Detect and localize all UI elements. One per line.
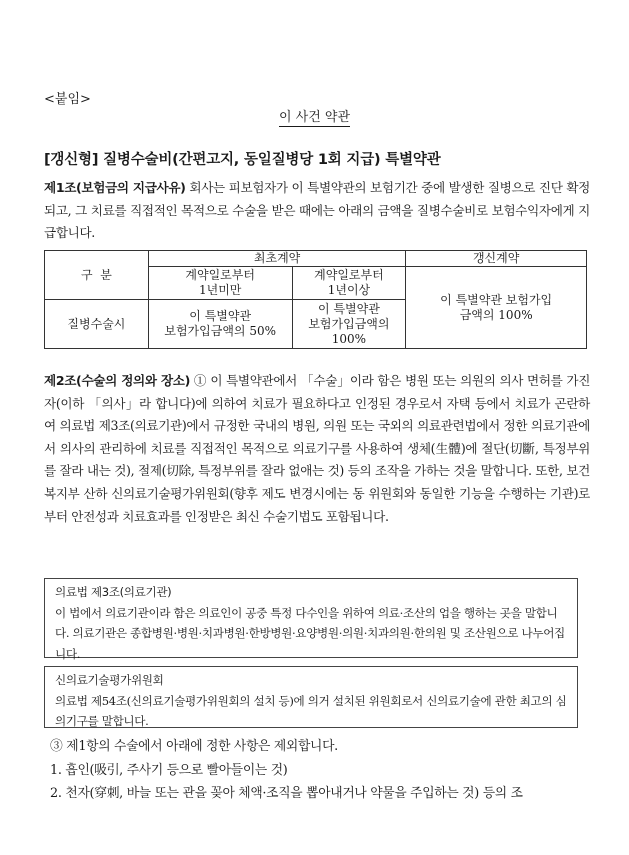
table-cell-under-1yr: 이 특별약관 보험가입금액의 50% — [148, 300, 292, 349]
list-item-1: 1. 흡인(吸引, 주사기 등으로 빨아들이는 것) — [50, 763, 288, 778]
benefit-table — [44, 250, 587, 349]
article-2-text: ① 이 특별약관에서 「수술」이라 함은 병원 또는 의원의 의사 면허를 가진자(이하 「의사」라 합니다)에 의하여 치료가 필요하다고 인정된 경우로서 자택 등에서 치료가 곤란하여 의료법 제3조(의료기관)에서 규정한 국내의 병원, 의원 또는 국외의 의료관련법에서 정한 의료기관에서 의사의 관리하에 치료를 직접적인 목적으로 의료기구를 사용하여 생체(生體)에 절단(切斷, 특정부위를 잘라 내는 것), 절제(切除, 특정부위를 잘라 없애는 것) 등의 조작을 가하는 것을 말합니다. 또한, 보건복지부 산하 신의료기술평가위원회(향후 제도 변경시에는 동 위원회와 동일한 기능을 수행하는 기관)로부터 안전성과 치료효과를 인정받은 최신 수술기법도 포함됩니다. — [44, 373, 591, 524]
document-title — [0, 106, 629, 125]
list-item-2: 2. 천자(穿刺, 바늘 또는 관을 꽂아 체액·조직을 뽑아내거나 약물을 주입하는 것) 등의 조 — [50, 786, 523, 801]
medical-law-box-text: 이 법에서 의료기관이라 함은 의료인이 공중 특정 다수인을 위하여 의료·조산의 업을 행하는 곳을 말합니다. 의료기관은 종합병원·병원·치과병원·한방병원·요양병원·의원·치과의원·한의원 및 조산원으로 나누어집니다. — [55, 605, 565, 661]
article-1 — [44, 177, 590, 245]
article-2-title: 제2조(수술의 정의와 장소) — [44, 373, 190, 388]
table-header-initial: 최초계약 — [148, 251, 406, 267]
new-tech-box-title: 신의료기술평가위원회 — [55, 673, 164, 687]
clause-heading: [갱신형] 질병수술비(간편고지, 동일질병당 1회 지급) 특별약관 — [44, 152, 441, 168]
medical-law-box — [44, 578, 578, 661]
table-sub-under-1yr: 계약일로부터 1년미만 — [148, 267, 292, 300]
document-title-text: 이 사건 약관 — [278, 110, 351, 125]
attachment-label: <붙임> — [44, 92, 91, 107]
item-3: ③ 제1항의 수술에서 아래에 정한 사항은 제외합니다. — [50, 739, 338, 754]
article-2 — [44, 370, 590, 528]
table-header-renewal: 갱신계약 — [406, 251, 587, 267]
table-cell-renewal: 이 특별약관 보험가입 금액의 100% — [406, 267, 587, 349]
new-tech-box — [44, 666, 578, 728]
new-tech-box-text: 의료법 제54조(신의료기술평가위원회의 설치 등)에 의거 설치된 위원회로서 신의료기술에 관한 최고의 심의기구를 말합니다. — [55, 693, 567, 728]
medical-law-box-title: 의료법 제3조(의료기관) — [55, 585, 172, 599]
table-header-category: 구 분 — [45, 251, 149, 300]
table-row-label: 질병수술시 — [45, 300, 149, 349]
article-1-title: 제1조(보험금의 지급사유) — [44, 180, 186, 195]
table-cell-over-1yr: 이 특별약관 보험가입금액의 100% — [292, 300, 406, 349]
table-sub-over-1yr: 계약일로부터 1년이상 — [292, 267, 406, 300]
article-1-text: 회사는 피보험자가 이 특별약관의 보험기간 중에 발생한 질병으로 진단 확정되고, 그 치료를 직접적인 목적으로 수술을 받은 때에는 아래의 금액을 질병수술비로 보험수익자에게 지급합니다. — [44, 180, 590, 241]
